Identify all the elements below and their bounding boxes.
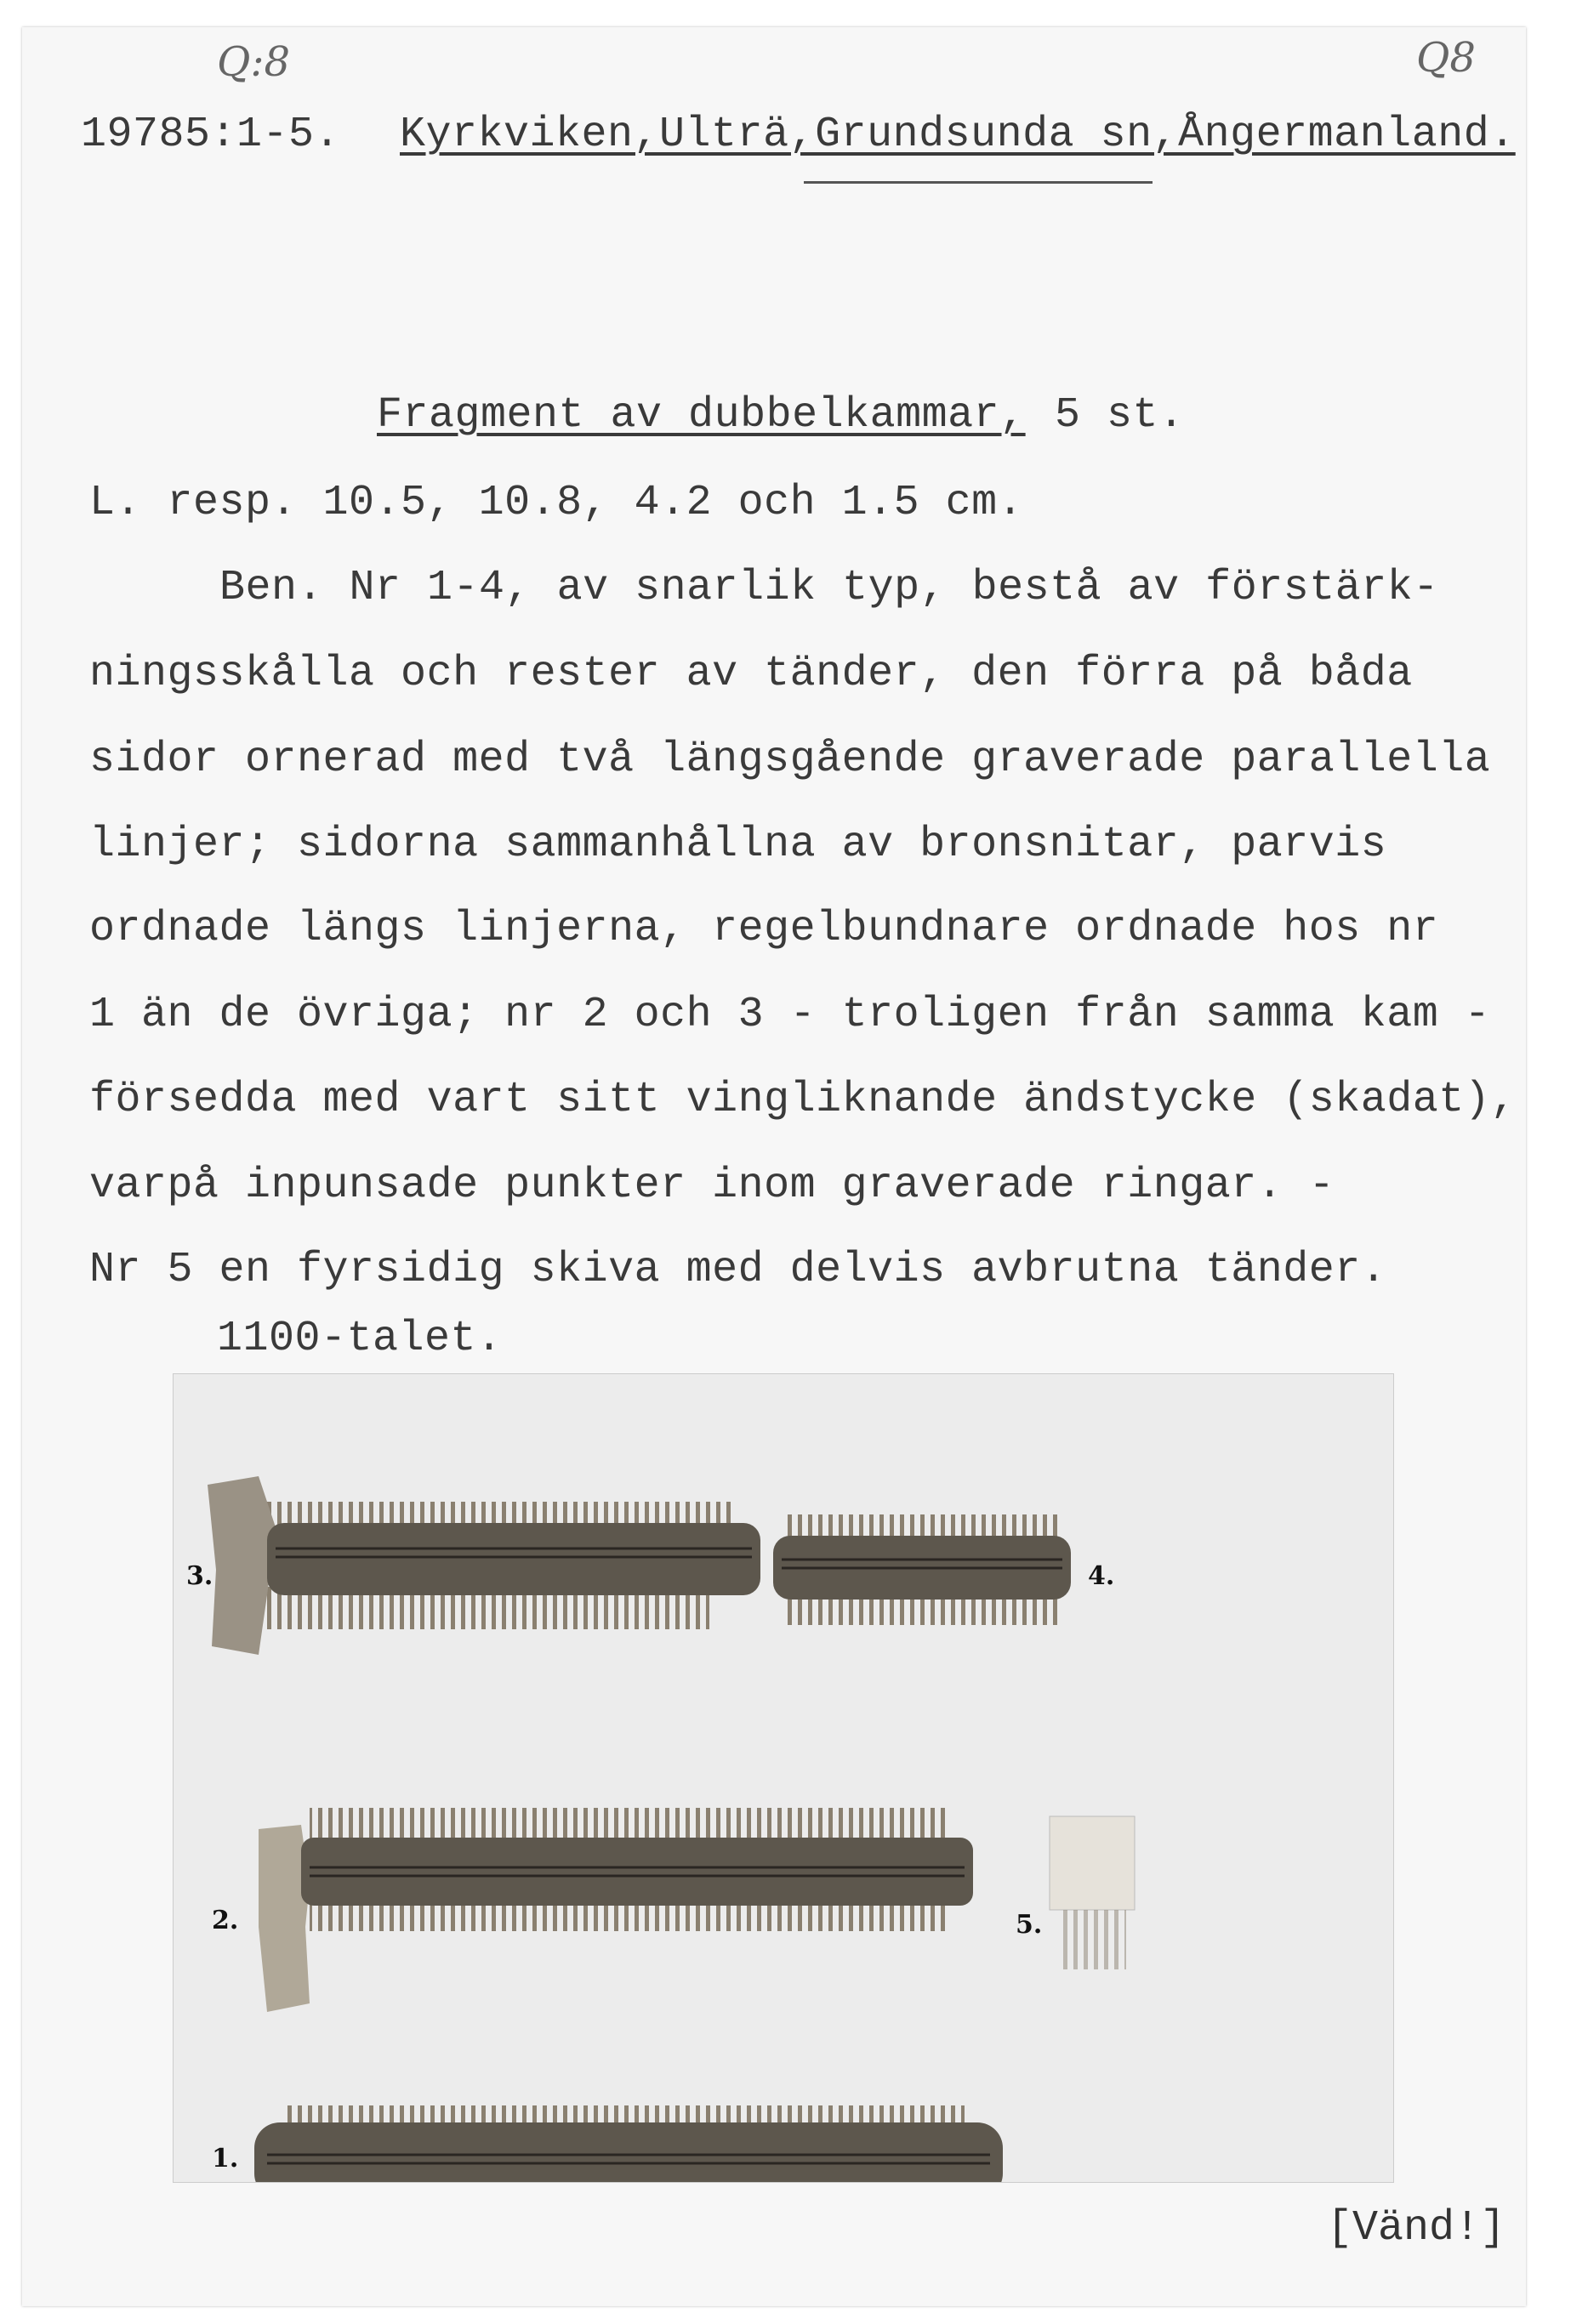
comb-fragment-2 [259, 1808, 973, 2012]
body-line: ningsskålla och rester av tänder, den förra på båda [89, 650, 1413, 698]
photo-label-4: 4. [1088, 1561, 1115, 1591]
object-title: Fragment av dubbelkammar, [377, 391, 1026, 440]
body-line: Nr 5 en fyrsidig skiva med delvis avbrutna tänder. [89, 1246, 1387, 1294]
photo-label-2: 2. [212, 1906, 239, 1935]
dating: 1100-talet. [217, 1315, 503, 1363]
body-line: sidor ornerad med två längsgående graverade parallella [89, 736, 1491, 784]
comb-fragment-1 [254, 2105, 1003, 2182]
comb-fragments-photo [173, 1373, 1394, 2183]
find-location: Kyrkviken,Ulträ,Grundsunda sn,Ångermanland. [400, 111, 1516, 159]
photo-label-3: 3. [186, 1561, 213, 1591]
turn-over-note: [Vänd!] [1327, 2204, 1506, 2253]
handwritten-signum-left: Q:8 [217, 38, 291, 86]
comb-fragment-5 [1050, 1816, 1135, 1969]
body-line: linjer; sidorna sammanhållna av bronsnitar, parvis [89, 821, 1387, 869]
catalog-number: 19785:1-5. [81, 111, 341, 159]
body-line: Ben. Nr 1-4, av snarlik typ, bestå av förstärk- [219, 564, 1439, 612]
body-line: försedda med vart sitt vingliknande ändstycke (skadat), [89, 1076, 1517, 1124]
comb-fragments-image [174, 1374, 1393, 2182]
body-line: varpå inpunsade punkter inom graverade ringar. - [89, 1162, 1335, 1210]
lengths: L. resp. 10.5, 10.8, 4.2 och 1.5 cm. [89, 479, 1024, 527]
handwritten-signum-right: Q8 [1416, 34, 1476, 82]
body-line: 1 än de övriga; nr 2 och 3 - troligen från samma kam - [89, 991, 1491, 1039]
comb-fragment-4 [773, 1514, 1071, 1625]
object-count: 5 st. [1055, 391, 1185, 440]
photo-label-5: 5. [1016, 1910, 1043, 1940]
body-line: ordnade längs linjerna, regelbundnare ordnade hos nr [89, 905, 1439, 953]
comb-fragment-3 [208, 1476, 760, 1655]
location-underline [804, 181, 1153, 184]
photo-label-1: 1. [212, 2144, 239, 2173]
